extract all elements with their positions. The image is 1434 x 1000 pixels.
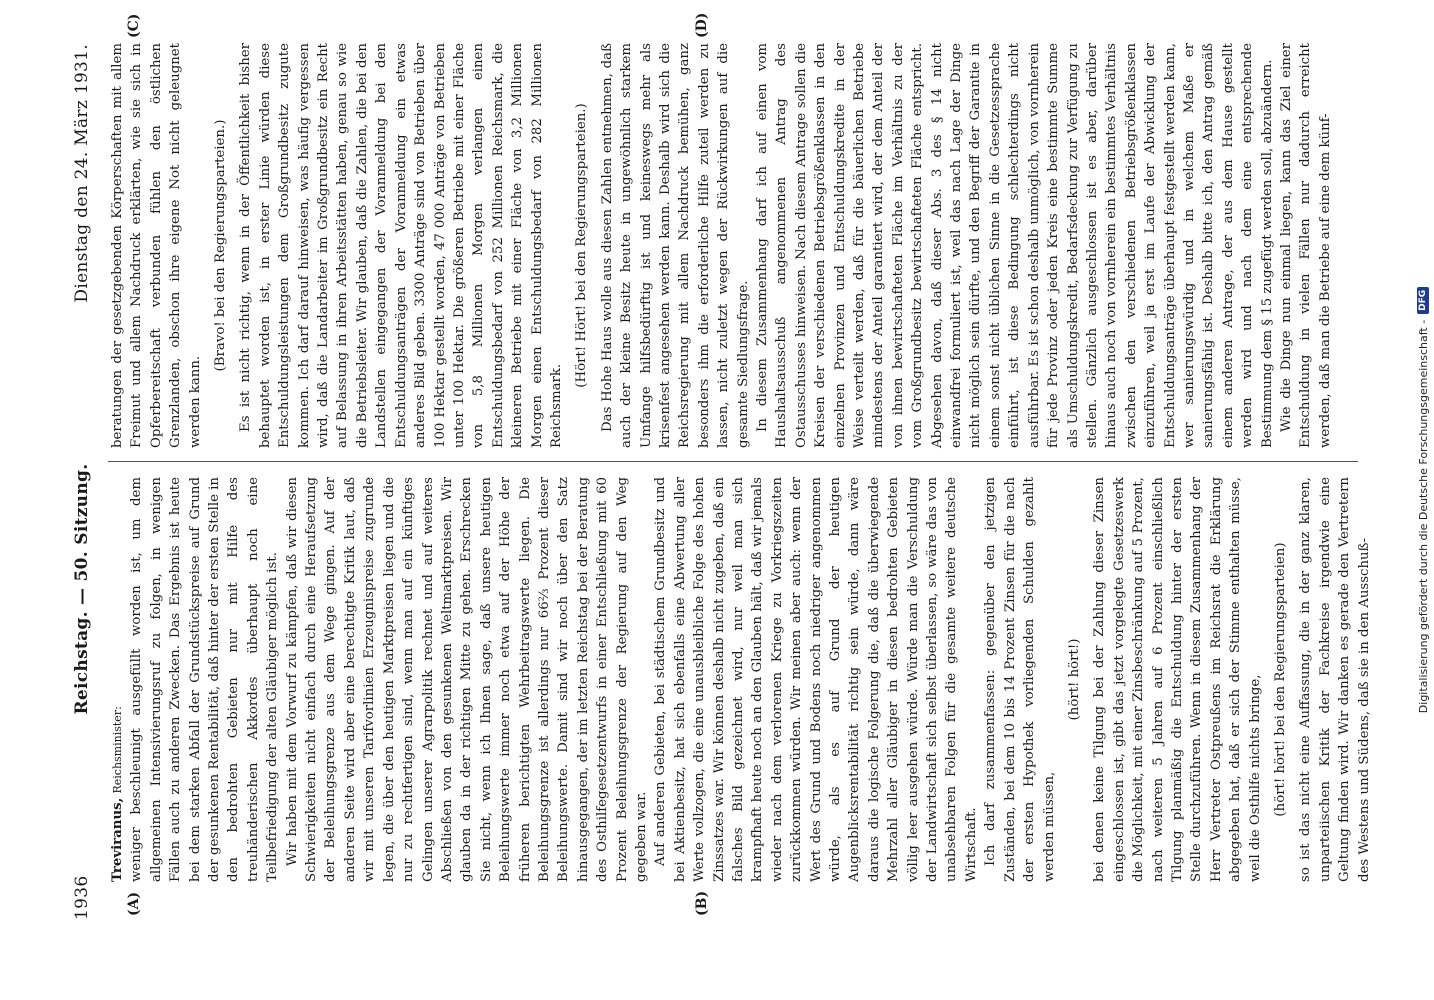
dfg-logo: DFG: [1417, 287, 1429, 314]
paragraph: Ich darf zusammenfassen: gegenüber den jetzigen Zuständen, bei dem 10 bis 14 Prozent Zinsen für die nach der ersten Hypothek vorliegenden Schulden gezahlt werden müssen,: [983, 477, 1057, 882]
paragraph: so ist das nicht eine Auffassung, die in der ganz klaren, unparteiischen Kritik der Fachkreise irgendwie eine Geltung finden wird. Wir danken es gerade den Vertretern des Westens und Südens, daß sie in den Ausschuß-: [1298, 477, 1372, 882]
page-header: [72, 44, 92, 920]
paragraph: Wie die Dinge nun einmal liegen, kann das Ziel einer Entschuldung in vielen Fällen nur dadurch erreicht werden, daß man die Betriebe auf eine dem künf-: [1278, 43, 1333, 448]
page-number: 1936: [72, 875, 92, 920]
margin-letter-c: (C): [126, 13, 142, 38]
paragraph: weniger beschleunigt ausgefüllt worden ist, um dem allgemeinen Intensivierungsruf zu folgen, in wenigen Fällen auch zu anderen Zwecken. Das Ergebnis ist heute bei dem starken Abfall der Grundstückspreise auf Grund der gesunkenen Rentabilität, daß hinter der ersten Stelle in den bedrohten Gebieten nur mit Hilfe des treuhänderischen Akkordes überhaupt noch eine Teilbefriedigung der alten Gläubiger möglich ist.: [129, 477, 281, 882]
digitization-credit-strip: [1410, 0, 1430, 1000]
paragraph: In diesem Zusammenhang darf ich auf einen vom Haushaltsausschuß angenommenen Antrag des Ostausschusses hinweisen. Nach diesem Antrage sollen die Kreisen der verschiedenen Betriebsgrößenklassen in den einzelnen Provinzen und Entschuldungskredite in der Weise verteilt werden, daß für die bäuerlichen Betriebe mindestens der Anteil garantiert wird, der dem Anteil der von ihnen bewirtschafteten Fläche im Verhältnis zu der vom Großgrundbesitz bewirtschafteten Fläche entspricht. Abgesehen davon, daß dieser Abs. 3 des § 14 nicht einwandfrei formuliert ist, weil das nach Lage der Dinge nicht möglich sein dürfte, und den Begriff der Garantie in einem sonst nicht üblichen Sinne in die Gesetzessprache einführt, ist diese Bedingung schlechterdings nicht ausführbar. Es ist schon deshalb unmöglich, von vornherein für jede Provinz oder jeden Kreis eine bestimmte Summe als Umschuldungskredit, Bedarfsdeckung zur Verfügung zu stellen. Gänzlich ausgeschlossen ist es aber, darüber hinaus auch noch von vornherein ein bestimmtes Verhältnis zwischen den verschiedenen Betriebsgrößenklassen einzuführen, weil ja erst im Laufe der Abwicklung der Entschuldungsanträge überhaupt festgestellt werden kann, wer sanierungswürdig und in welchem Maße er sanierungsfähig ist. Deshalb bitte ich, den Antrag gemäß einem anderen Antrage, der aus dem Hause gestellt werden wird und nach dem eine entsprechende Bestimmung dem § 15 zugefügt werden soll, abzuändern.: [755, 43, 1275, 448]
margin-letter-d: (D): [694, 12, 710, 38]
interjection: (Bravo! bei den Regierungsparteien.): [213, 119, 229, 372]
interjection: (hört! hört! bei den Regierungsparteien): [1272, 542, 1288, 817]
session-date: Dienstag den 24. März 1931.: [72, 44, 92, 303]
speaker-role: Reichsminister:: [111, 706, 124, 794]
paragraph: Wir haben mit dem Vorwurf zu kämpfen, daß wir diesen Schwierigkeiten nicht einfach durch eine Heraufsetzung der Beleihungsgrenze aus dem Wege gingen. Auf der anderen Seite wird aber eine berechtigte Kritik laut, daß wir mit unseren Tarifvorlinien Erzeugnispreise zugrunde legen, die über den heutigen Marktpreisen liegen und die nur zu rechtfertigen sind, wenn man auf ein künftiges Gelingen unserer Agrarpolitik rechnet und auf weiteres Abschließen von den gesunkenen Weltmarktpreisen. Wir glauben da in der richtigen Mitte zu gehen. Erschrecken Sie nicht, wenn ich Ihnen sage, daß unsere heutigen Beleihungswerte immer noch etwa auf der Höhe der früheren berichtigten Wehrbeitragswerte liegen. Die Beleihungsgrenze ist allerdings nur 66⅔ Prozent dieser Beleihungswerte. Damit sind wir noch über den Satz hinausgegangen, der im letzten Reichstag bei der Beratung des Osthilfegesetzentwurfs in einer Entschließung mit 60 Prozent Beleihungsgrenze der Regierung auf den Weg gegeben war.: [284, 477, 649, 882]
margin-letter-a: (A): [126, 891, 142, 916]
left-column: [108, 477, 1374, 882]
paragraph: beratungen der gesetzgebenden Körperschaften mit allem Freimut und allem Nachdruck erklärten, wie sie sich in Opferbereitschaft verbunden fühlen den östlichen Grenzlanden, obschon ihre eigene Not nicht geleugnet werden kann.: [110, 43, 203, 448]
speaker-name: Treviranus,: [110, 797, 125, 882]
paragraph: bei denen keine Tilgung bei der Zahlung dieser Zinsen eingeschlossen ist, gibt das jetzt vorgelegte Gesetzeswerk die Möglichkeit, mit einer Zinsbeschränkung auf 5 Prozent, nach weiteren 5 Jahren auf 6 Prozent einschließlich Tilgung planmäßig die Entschuldung hinter der ersten Stelle durchzuführen. Wenn in diesem Zusammenhang der Herr Vertreter Ostpreußens im Reichsrat die Erklärung abgegeben hat, daß er sich der Stimme enthalten müsse, weil die Osthilfe nichts bringe,: [1092, 477, 1263, 882]
right-column: [108, 43, 1335, 448]
interjection: (Hört! Hört! bei den Regierungsparteien.): [574, 103, 590, 388]
paragraph: Auf anderen Gebieten, bei städtischem Grundbesitz und bei Aktienbesitz, hat sich ebenfalls eine Abwertung aller Werte vollzogen, die eine unausbleibliche Folge des hohen Zinssatzes war. Wir können deshalb nicht zugeben, daß ein falsches Bild gezeichnet wird, nur weil man sich krampfhaft heute noch an den Glauben hält, daß wir jemals wieder nach dem verlorenen Kriege zu Vorkriegszeiten zurückkommen würden. Wir meinen aber auch: wenn der Wert des Grund und Bodens noch niedriger angenommen würde, als es auf Grund der heutigen Augenblicksrentabilität richtig sein würde, dann wäre daraus die logische Folgerung die, daß die überwiegende Mehrzahl aller Gläubiger in diesen bedrohten Gebieten völlig leer ausgehen würde. Würde man die Verschuldung der Landwirtschaft sich selbst überlassen, so wäre das von unabsehbaren Folgen für die gesamte weitere deutsche Wirtschaft.: [653, 477, 979, 882]
paragraph: Es ist nicht richtig, wenn in der Öffentlichkeit bisher behauptet worden ist, in erster Linie würden diese Entschuldungsleistungen dem Großgrundbesitz zugute kommen. Ich darf darauf hinweisen, was häufig vergessen wird, daß die Landarbeiter im Großgrundbesitz ein Recht auf Belassung in ihren Arbeitsstätten haben, genau so wie die Betriebsleiter. Wir glauben, daß die Zahlen, die bei den Landstellen eingegangen der Voranmeldung bei den Entschuldungsanträgen der Voranmeldung ein etwas anderes Bild geben. 3300 Anträge sind von Betrieben über 100 Hektar gestellt worden, 47 000 Anträge von Betrieben unter 100 Hektar. Die größeren Betriebe mit einer Fläche von 5,8 Millionen Morgen verlangen einen Entschuldungsbedarf von 252 Millionen Reichsmark, die kleineren Betriebe mit einer Fläche von 3,2 Millionen Morgen einen Entschuldungsbedarf von 282 Millionen Reichsmark.: [238, 43, 564, 448]
margin-letter-b: (B): [694, 890, 710, 916]
column-divider: [108, 461, 1358, 462]
interjection: (hört! hört!): [1066, 638, 1082, 721]
paragraph: Das Hohe Haus wolle aus diesen Zahlen entnehmen, daß auch der kleine Besitz heute in ungewöhnlich starkem Umfange hilfsbedürftig ist und keineswegs mehr als krisenfest angesehen werden kann. Deshalb wird sich die Reichsregierung mit allem Nachdruck bemühen, ganz besonders ihm die erforderliche Hilfe zuteil werden zu lassen, nicht zuletzt wegen der Rückwirkungen auf die gesamte Siedlungsfrage.: [599, 43, 751, 448]
digitization-credit: Digitalisierung gefördert durch die Deutsche Forschungsgemeinschaft -: [1416, 319, 1430, 714]
session-title: Reichstag. — 50. Sitzung.: [72, 463, 92, 715]
speaker-paragraph: [108, 477, 127, 882]
